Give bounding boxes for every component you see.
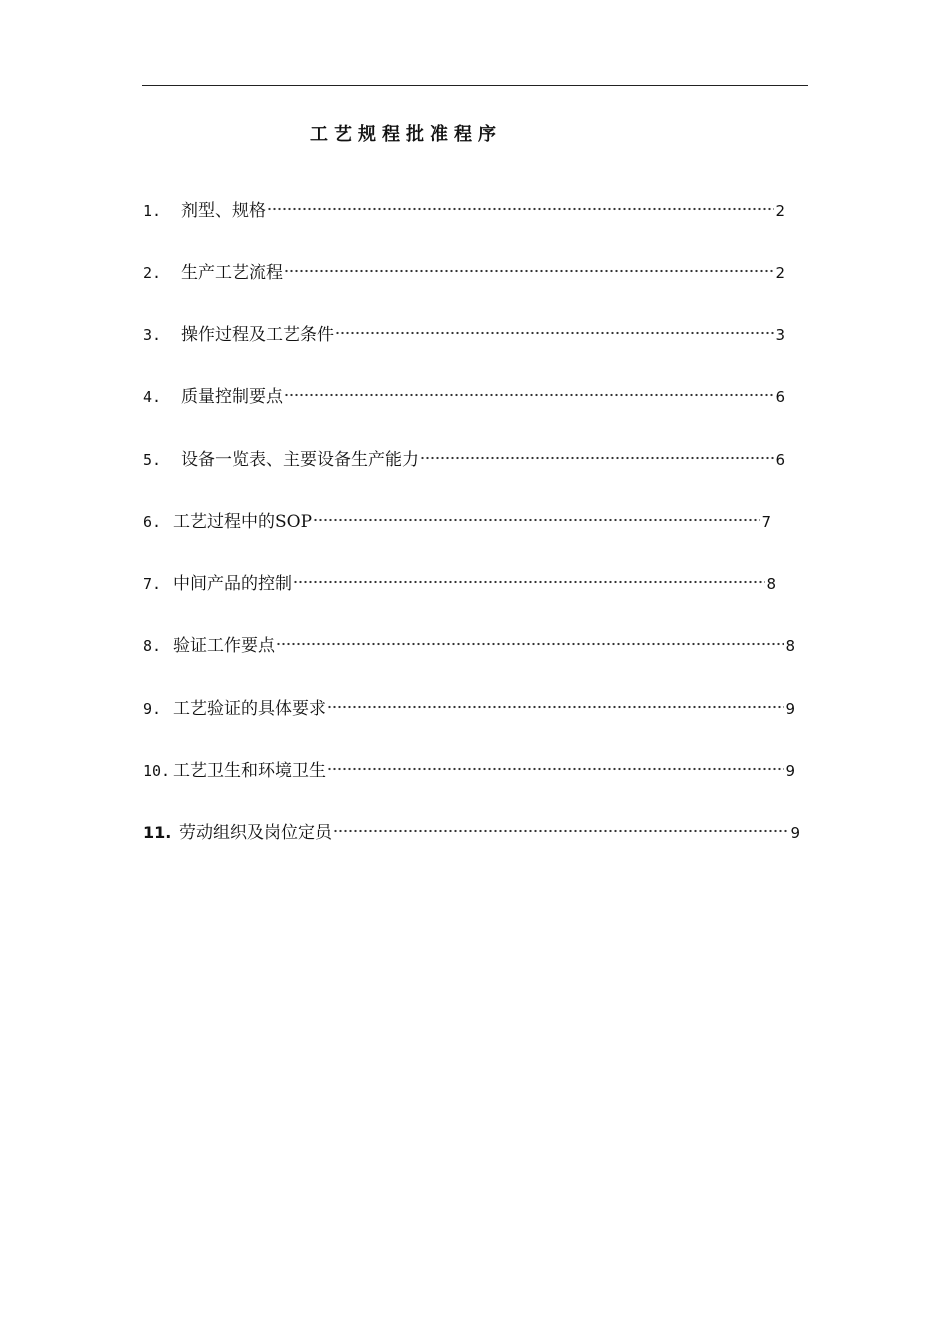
toc-entry-number: 2. (143, 264, 162, 282)
toc-entry-label: 工艺验证的具体要求 (173, 699, 326, 719)
toc-entry-page: 9 (785, 762, 795, 780)
toc-entry-page: 3 (775, 326, 785, 344)
toc-entry[interactable] (143, 631, 795, 657)
toc-entry-page: 6 (775, 451, 785, 469)
document-title: 工艺规程批准程序 (310, 124, 502, 145)
toc-entry-label: 验证工作要点 (173, 636, 275, 656)
toc-entry[interactable] (143, 507, 771, 533)
toc-leader-dots (420, 451, 774, 465)
toc-entry[interactable] (143, 382, 785, 408)
toc-leader-dots (335, 326, 774, 340)
toc-entry-page: 9 (785, 700, 795, 718)
toc-leader-dots (284, 264, 774, 278)
toc-entry-label: 操作过程及工艺条件 (181, 325, 334, 345)
toc-entry-number: 3. (143, 326, 162, 344)
toc-entry-label: 工艺过程中的SOP (173, 512, 313, 532)
toc-entry[interactable] (143, 756, 795, 782)
toc-entry[interactable] (143, 258, 785, 284)
toc-entry-label: 剂型、规格 (181, 201, 266, 221)
toc-entry[interactable] (143, 196, 785, 222)
toc-entry-page: 8 (785, 637, 795, 655)
toc-entry-number: 7. (143, 575, 162, 593)
toc-entry-number: 8. (143, 637, 162, 655)
toc-entry-page: 6 (775, 388, 785, 406)
toc-entry[interactable] (143, 569, 776, 595)
toc-entry-number: 4. (143, 388, 162, 406)
toc-entry-number: 11. (143, 823, 172, 842)
toc-entry[interactable] (143, 694, 795, 720)
toc-entry-label: 中间产品的控制 (173, 574, 292, 594)
toc-entry-page: 7 (761, 513, 771, 531)
toc-leader-dots (293, 575, 765, 589)
toc-entry-label: 工艺卫生和环境卫生 (173, 761, 326, 781)
toc-entry-label: 生产工艺流程 (181, 263, 283, 283)
toc-leader-dots (313, 513, 760, 527)
toc-leader-dots (267, 202, 774, 216)
toc-entry[interactable] (143, 445, 785, 471)
toc-leader-dots (327, 762, 784, 776)
toc-entry-page: 2 (775, 202, 785, 220)
toc-entry-number: 5. (143, 451, 162, 469)
toc-leader-dots (333, 824, 789, 838)
toc-entry-label: 质量控制要点 (181, 387, 283, 407)
toc-entry[interactable] (143, 818, 800, 844)
toc-entry-number: 6. (143, 513, 162, 531)
toc-leader-dots (284, 388, 774, 402)
toc-entry-label: 设备一览表、主要设备生产能力 (181, 450, 419, 470)
toc-entry-number: 1. (143, 202, 162, 220)
toc-entry-number: 9. (143, 700, 162, 718)
toc-leader-dots (276, 637, 784, 651)
toc-entry-page: 9 (790, 824, 800, 842)
header-rule (142, 85, 808, 86)
toc-entry-number: 10. (143, 762, 171, 780)
toc-entry-page: 2 (775, 264, 785, 282)
toc-entry[interactable] (143, 320, 785, 346)
toc-entry-label: 劳动组织及岗位定员 (179, 823, 332, 843)
toc-leader-dots (327, 700, 784, 714)
toc-entry-page: 8 (766, 575, 776, 593)
